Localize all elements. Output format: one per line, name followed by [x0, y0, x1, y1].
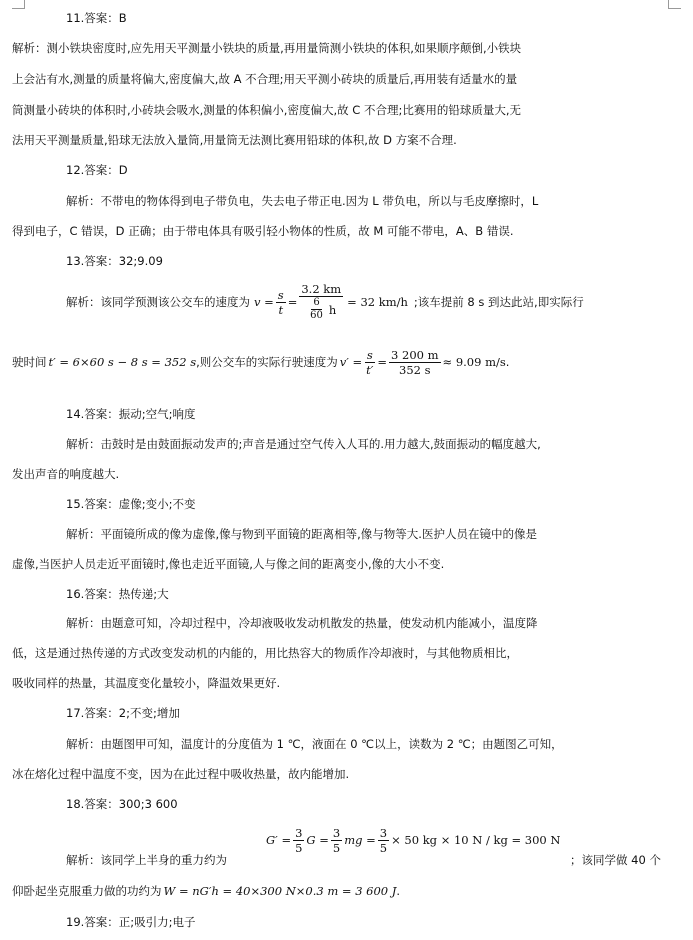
q13-eq-equals: =	[287, 295, 298, 309]
q18-fraction-1	[293, 826, 304, 855]
q13-time-fraction	[308, 297, 325, 322]
q16-explanation-line-3: 吸收同样的热量，其温度变化量较小，降温效果更好.	[12, 676, 281, 690]
q13-line-2-end: .	[505, 355, 510, 369]
q18-explanation-line-1-suffix: ；该同学做 40 个	[570, 853, 661, 867]
q13-actual-velocity-line	[12, 344, 509, 380]
q18-fraction-3-num: 3	[379, 825, 388, 840]
q13-answer: 13.答案：32;9.09	[66, 254, 163, 268]
q13-eq3-distance: 3 200 m	[391, 347, 439, 362]
q17-explanation-line-1: 解析：由题图甲可知，温度计的分度值为 1 ℃，液面在 0 ℃以上，读数为 2 ℃；由题图乙可知，	[66, 737, 563, 751]
q18-eq-part-1: G =	[306, 833, 329, 847]
q13-eq3-t: t′	[366, 362, 374, 377]
q18-fraction-3-den: 5	[379, 840, 388, 855]
q13-line-1-prefix: 解析：该同学预测该公交车的速度为	[66, 295, 250, 309]
q15-explanation-line-2: 虚像,当医护人员走近平面镜时,像也走近平面镜,人与像之间的距离变小,像的大小不变.	[12, 557, 445, 571]
q16-explanation-line-1: 解析：由题意可知，冷却过程中，冷却液吸收发动机散发的热量，使发动机内能减小，温度降	[66, 616, 538, 630]
q18-work-equation: W = nG′h = 40×300 N×0.3 m = 3 600 J	[163, 884, 397, 898]
q18-fraction-2-den: 5	[332, 840, 341, 855]
q16-answer: 16.答案：热传递;大	[66, 587, 169, 601]
q13-distance-over-time	[299, 282, 343, 322]
q13-time	[304, 297, 338, 322]
q13-eq3-time: 352 s	[399, 362, 431, 377]
q17-explanation-line-2: 冰在熔化过程中温度不变，因为在此过程中吸收热量，故内能增加.	[12, 767, 350, 781]
q14-answer: 14.答案：振动;空气;响度	[66, 407, 196, 421]
q18-fraction-1-den: 5	[295, 840, 303, 855]
q13-eq3-v: v′ =	[339, 355, 363, 369]
q13-eq-v: v =	[254, 295, 274, 309]
q18-eq-part-3: × 50 kg × 10 N / kg = 300 N	[391, 833, 561, 847]
q14-explanation-line-1: 解析：击鼓时是由鼓面振动发声的;声音是通过空气传入人耳的.用力越大,鼓面振动的幅度越大,	[66, 437, 541, 451]
q16-explanation-line-2: 低，这是通过热传递的方式改变发动机的内能的，用比热容大的物质作冷却液时，与其他物质相比，	[12, 646, 518, 660]
q18-eq-g: G′ =	[266, 833, 292, 847]
q13-frac-t: t	[278, 302, 284, 317]
q18-fraction-3	[378, 826, 389, 855]
q13-s-over-t	[276, 288, 286, 317]
q11-explanation-line-1: 解析：测小铁块密度时,应先用天平测量小铁块的质量,再用量筒测小铁块的体积,如果顺序颠倒,小铁块	[12, 41, 522, 55]
q12-answer: 12.答案：D	[66, 163, 128, 177]
q13-distance: 3.2 km	[301, 282, 342, 296]
q18-line-2-prefix: 仰卧起坐克服重力做的功约为	[12, 884, 162, 898]
q13-time-unit: h	[328, 302, 337, 317]
q13-eq3-values	[389, 348, 440, 377]
q13-eq-result: = 32 km/h	[347, 295, 408, 309]
q18-fraction-2-num: 3	[332, 825, 341, 840]
q11-explanation-line-4: 法用天平测量质量,铅球无法放入量筒,用量筒无法测比赛用铅球的体积,故 D 方案不合理.	[12, 133, 457, 147]
q13-line-2-prefix: 驶时间	[12, 355, 47, 369]
q13-eq3-result: ≈ 9.09 m/s	[442, 355, 506, 369]
q18-explanation-line-1-prefix: 解析：该同学上半身的重力约为	[66, 853, 227, 867]
q13-line-2-mid: ,则公交车的实际行驶速度为	[196, 355, 338, 369]
q13-time-den: 60	[310, 310, 323, 321]
q11-explanation-line-3: 筒测量小砖块的体积时,小砖块会吸水,测量的体积偏小,密度偏大,故 C 不合理;比赛用的铅球质量大,无	[12, 103, 521, 117]
q18-fraction-2	[331, 826, 342, 855]
q19-answer: 19.答案：正;吸引力;电子	[66, 915, 196, 929]
q13-eq3-s: s	[366, 347, 373, 362]
q18-line-2-end: .	[396, 884, 401, 898]
page-corner-mark-left	[12, 0, 25, 9]
q17-answer: 17.答案：2;不变;增加	[66, 706, 180, 720]
q13-velocity-line	[66, 278, 584, 326]
q15-explanation-line-1: 解析：平面镜所成的像为虚像,像与物到平面镜的距离相等,像与物等大.医护人员在镜中的像是	[66, 527, 537, 541]
page-corner-mark-right	[668, 0, 681, 9]
q18-eq-part-2: mg =	[344, 833, 376, 847]
q12-explanation-line-1: 解析：不带电的物体得到电子带负电，失去电子带正电.因为 L 带负电，所以与毛皮摩擦时，L	[66, 194, 539, 208]
q18-work-line	[12, 880, 400, 902]
q18-fraction-1-num: 3	[295, 825, 303, 840]
q13-line-1-suffix: ;该车提前 8 s 到达此站,即实际行	[413, 295, 584, 309]
q15-answer: 15.答案：虚像;变小;不变	[66, 497, 196, 511]
q13-eq3-equals: =	[377, 355, 388, 369]
q13-frac-s: s	[277, 287, 284, 302]
q14-explanation-line-2: 发出声音的响度越大.	[12, 467, 120, 481]
q18-answer: 18.答案：300;3 600	[66, 797, 178, 811]
q11-explanation-line-2: 上会沾有水,测量的质量将偏大,密度偏大,故 A 不合理;用天平测小砖块的质量后,再用装有适量水的量	[12, 72, 518, 86]
q13-time-num: 6	[313, 297, 320, 308]
q12-explanation-line-2: 得到电子，C 错误，D 正确；由于带电体具有吸引轻小物体的性质，故 M 可能不带电，A、B 错误.	[12, 224, 514, 238]
q11-answer: 11.答案：B	[66, 11, 127, 25]
q13-eq3-s-over-t	[364, 348, 375, 377]
q13-time-equation: t′ = 6×60 s − 8 s = 352 s	[48, 355, 197, 369]
